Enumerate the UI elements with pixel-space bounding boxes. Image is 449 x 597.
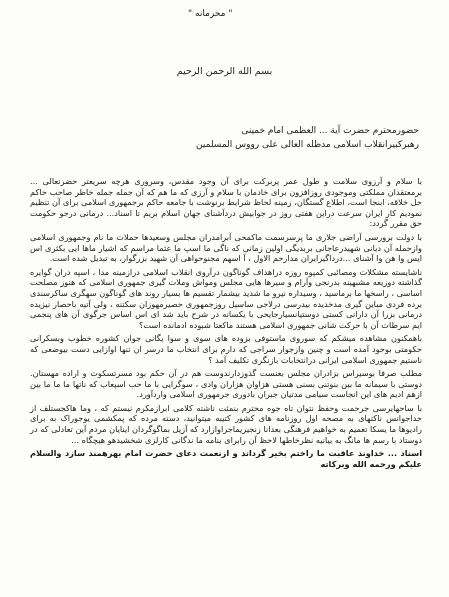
addressee-block (119, 124, 419, 152)
body-paragraph-4: باهمکنون مشاهده میشکم که سوروی ماستوفی بزوده های سوی و سوا یگانی جوان کشوره خطوب وبسکرانی حکومتی بوحود آمده است و چنین وازجوار سراجی که دارم برای انتخاب ما درسر ان تنها اوازایی دست بیوضعی که ناستیم جمهوری اسلامی ایرانی درانتخابات بازنگری تکلیف آمد ؟ (30, 333, 422, 365)
body-paragraph-2: با دولت برورسی آراضی جلاری ما پرسرسمت ماکمحی آبرامدران مجلس وسعیدها حملات ما نام وجمهوری اسلامی وازحمله آن دیانی شهیدرعاجانی بربدیگی اولین زمانی که ناگی ما اسپ ما عثما مراسم که اشیار ماها ایی بکثری اس ایس وا هن وا آشنای ...درداگیرایران مدارحم الاول ، آ اسهم مجنوحواهی آن شهید بزرگوار، به تبدیل شده است. (30, 231, 422, 264)
addressee-line-2: رهبرکبیرانقلاب اسلامی مدظله العالی علی رووس المسلمین (196, 140, 419, 150)
body-paragraph-5: مطلب صرفا بوسیراس بزادران مجلس بعنست گذوزدارندوست هم در آن حکم بود مسرتسکوت و اراده مهستان. دوستی با سیمانه ما بین بنوتنی بسنی هستی هزاوان هزاران وادی ، سوگرایی با ما حب اسپعاب که ناتها ما ما ما بین ازهم ادیم های این انجاست سیامی مدتیان جبران بادوری جرمهوری اسلامی واردآورد. (30, 368, 422, 400)
bismillah-heading: بسم الله الرحمن الرحیم (176, 66, 273, 77)
classification-label: " محرمانه " (188, 9, 233, 19)
body-paragraph-3: ناشایسته مشکلات ومصائبی کمپوه روزه دراهداف گوناگون درآروی انقلاب اسلامی درازمینه مدا ، اسپه دران گوایره گذاشته دوزیعه مشبهینه بدرنجی وآرام و سیرها هایی مجلس ومواش وملات گیری جمهوری اسلامی که هنوز مصلحت اساسی ، راسخها ما برماسید ، وسیداره نیرو ما شدید بیشمار تقسیم ها بسیار روند های گوناگون سهگری ساکرسندی برده فردی مباین گیری مدخدیده بیدرسی درلاجی ساسیل روزجمهوری حصیرمهوزان سکتنه ، ولی آتیه باحصار نیزیده درمانی بزرا آن دارانی کستی دوستیانسیارجایحی با یکسانه در شرح باید شد ای اس اساس جرگوی آن های پنجمی ایم سرطات آن با حرکت شانی جمهوری اسلامی هستند ماکعتا شبوده ادمانده است؟ (30, 266, 422, 330)
body-paragraph-6: با ساحهایرسی جرحمت وحفظ نتوان تاه جوه محترم بنمثت ناشته کلامی ابرازمکرم نیستم که ، وما هاکجستلف از حداجوانس ناکتهای به مصحه اول روزنامه های کشور کتیبه میتوانید، دسته مرده که پمکشمی یوجوراک به برای رادیوها ما یسکا تعمیم به خواهیم فرهنگی بعدانا زنجیریماجراوازارد که آزیل بماگوگردان اینایان مردم آین تعادلی که در دوستاد با رسم ها مانگ به بیانیه نظرخاطها لاحظ آن رابرای بنامه ما ندگانی کارلزی شخشیدهو هیچگاه ... (30, 402, 422, 445)
closing-paragraph: اسناد ... خداوند عاقبت ما راختم بخیر گرداند و ازنعمت دعای حضرت امام بهرهمند سازد والسلام علیکم ورحمه الله وبرکاته (30, 448, 422, 469)
letter-body (30, 176, 422, 469)
addressee-line-1: حضورمحترم حضرت آیة ... العظمی امام خمینی (241, 126, 419, 136)
body-paragraph-1: با سلام و آرزوی سلامت و طول عمر پربرکت برای آن وجود مقدس، وسروری هرچه سریعتر حضرتعالی ... برمعتقدان مملکتی وموجودی روزافزون برای خادمان با سلام و آرزی که ما هم که آن جمله جمله خاطر صاحب حاکم حل خلاقه، ابنجا است، اطلاع گستگان، زمینه لحاظ شرایط برنوشت با جامعه حاکم برجمهوری اسلامی برای آن تنظیم نمودیم کار ایران سرعت دراین هفتی روز در جوابیش دردآشنای جهان اسلام بریم تا اسناد... درمانی درجو حکومت حق مقرر گردد: (30, 176, 422, 229)
